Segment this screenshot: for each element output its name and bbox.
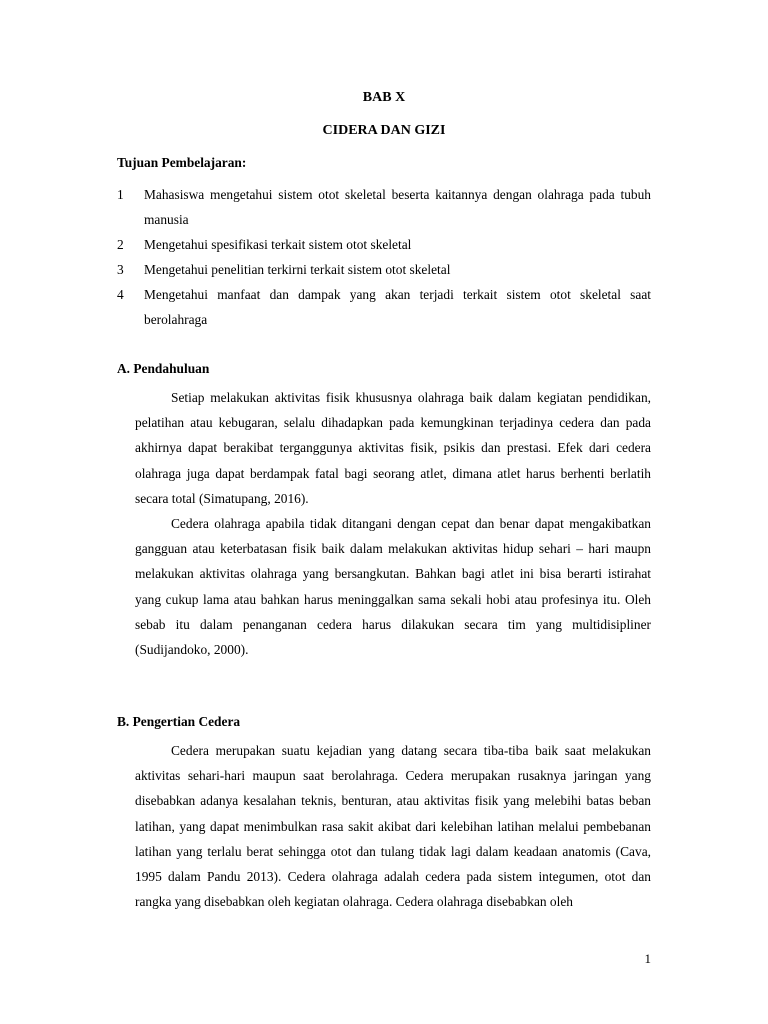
page-number: 1: [644, 951, 651, 966]
objective-number: 3: [117, 262, 124, 277]
paragraph: Cedera olahraga apabila tidak ditangani dengan cepat dan benar dapat mengakibatkan gangguan atau keterbatasan fisik baik dalam melakukan aktivitas hidup sehari – hari maupn melakukan aktivitas olahraga yang bersangkutan. Bahkan bagi atlet ini bisa berarti istirahat yang cukup lama atau bahkan harus meninggalkan sama sekali hobi atau profesinya itu. Oleh sebab itu dalam penanganan cedera harus dilakukan secara tim yang multidisipliner (Sudijandoko, 2000).: [135, 516, 651, 658]
objective-number: 4: [117, 287, 124, 302]
objective-item: [117, 182, 651, 232]
objective-text: Mengetahui manfaat dan dampak yang akan terjadi terkait sistem otot skeletal saat berolahraga: [144, 287, 651, 327]
objective-number: 2: [117, 237, 124, 252]
section-pengertian-cedera: [117, 712, 651, 914]
paragraph: Cedera merupakan suatu kejadian yang datang secara tiba-tiba baik saat melakukan aktivitas sehari-hari maupun saat berolahraga. Cedera merupakan rusaknya jaringan yang disebabkan adanya kesalahan teknis, benturan, atau aktivitas fisik yang melebihi batas beban latihan, yang dapat menimbulkan rasa sakit akibat dari kelebihan latihan melalui pembebanan latihan yang terlalu berat sehingga otot dan tulang tidak lagi dalam keadaan anatomis (Cava, 1995 dalam Pandu 2013). Cedera olahraga adalah cedera pada sistem integumen, otot dan rangka yang disebabkan oleh kegiatan olahraga. Cedera olahraga disebabkan oleh: [135, 743, 651, 910]
objective-text: Mengetahui penelitian terkirni terkait sistem otot skeletal: [144, 262, 451, 277]
section-pendahuluan: [117, 359, 651, 662]
objective-text: Mengetahui spesifikasi terkait sistem otot skeletal: [144, 237, 412, 252]
objectives-heading: Tujuan Pembelajaran:: [117, 155, 247, 170]
section-heading: B. Pengertian Cedera: [117, 714, 241, 729]
objective-item: [117, 282, 651, 332]
objective-number: 1: [117, 187, 124, 202]
paragraph: Setiap melakukan aktivitas fisik khususnya olahraga baik dalam kegiatan pendidikan, pelatihan atau kebugaran, selalu dihadapkan pada kemungkinan terjadinya cedera dan pada akhirnya dapat berakibat terganggunya aktivitas fisik, psikis dan prestasi. Efek dari cedera olahraga juga dapat berdampak fatal bagi seorang atlet, dimana atlet harus berhenti berlatih secara total (Simatupang, 2016).: [135, 390, 651, 506]
section-heading: A. Pendahuluan: [117, 361, 210, 376]
objectives-list: [117, 182, 651, 332]
objective-item: [117, 257, 651, 282]
objective-item: [117, 232, 651, 257]
objective-text: Mahasiswa mengetahui sistem otot skeletal beserta kaitannya dengan olahraga pada tubuh manusia: [144, 187, 651, 227]
chapter-title: CIDERA DAN GIZI: [322, 123, 446, 138]
chapter-number: BAB X: [362, 90, 406, 105]
